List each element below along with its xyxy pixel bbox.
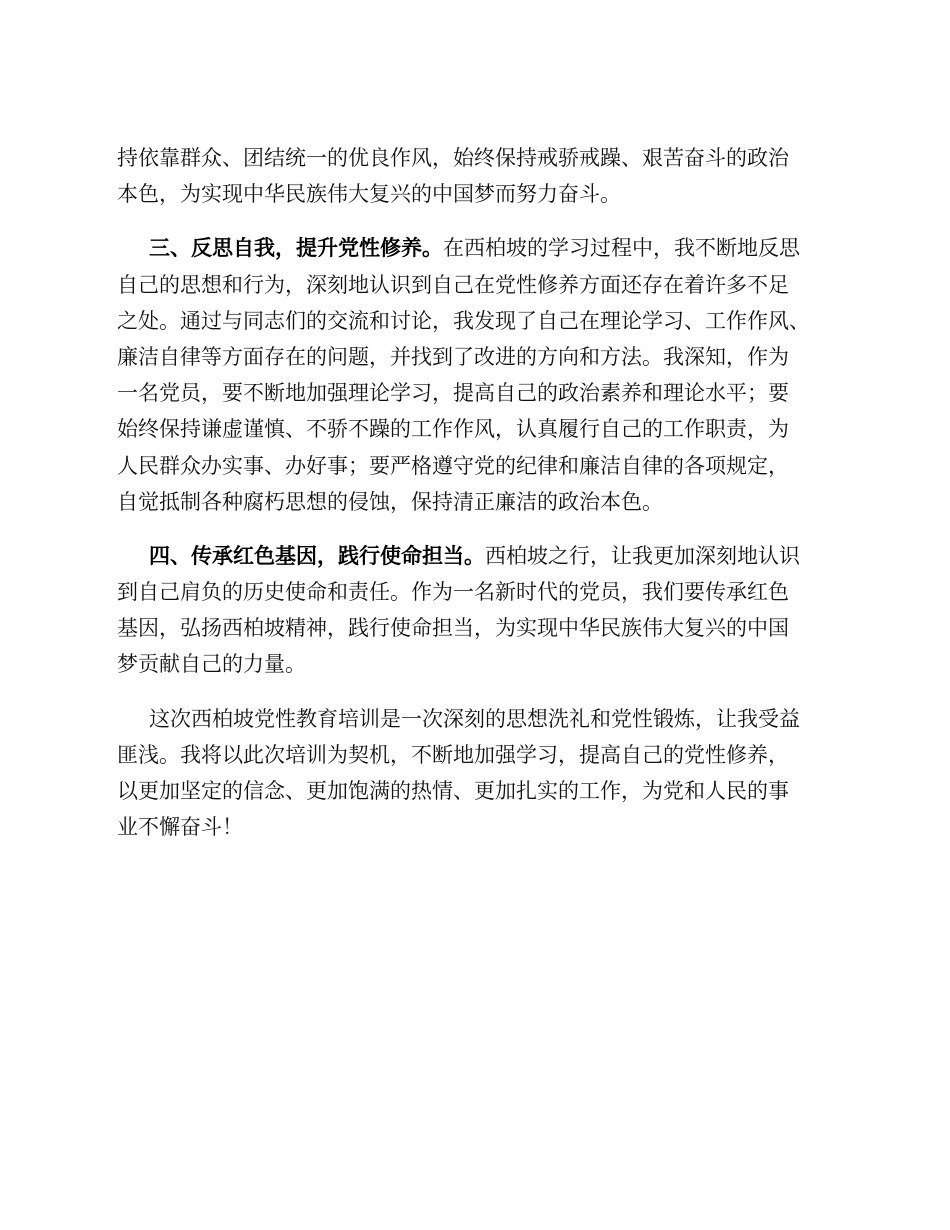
text-line — [117, 230, 833, 266]
text-line: 以更加坚定的信念、更加饱满的热情、更加扎实的工作，为党和人民的事 — [117, 779, 789, 803]
section-heading-four: 四、传承红色基因，践行使命担当。 — [149, 542, 485, 568]
text-line: 自己的思想和行为，深刻地认识到自己在党性修养方面还存在着许多不足 — [117, 272, 789, 297]
text-line: 自觉抵制各种腐朽思想的侵蚀，保持清正廉洁的政治本色。 — [117, 489, 663, 514]
text-line: 本色，为实现中华民族伟大复兴的中国梦而努力奋斗。 — [117, 182, 621, 207]
text-line: 人民群众办实事、办好事；要严格遵守党的纪律和廉洁自律的各项规定， — [117, 453, 789, 478]
text-line — [117, 538, 833, 574]
section-heading-three: 三、反思自我，提升党性修养。 — [149, 235, 443, 261]
text-line: 基因，弘扬西柏坡精神，践行使命担当，为实现中华民族伟大复兴的中国 — [117, 616, 789, 641]
text-line: 始终保持谦虚谨慎、不骄不躁的工作作风，认真履行自己的工作职责，为 — [117, 417, 789, 442]
paragraph-section-four — [117, 538, 833, 683]
text-line: 持依靠群众、团结统一的优良作风，始终保持戒骄戒躁、艰苦奋斗的政治 — [117, 146, 789, 170]
text-line: 到自己肩负的历史使命和责任。作为一名新时代的党员，我们要传承红色 — [117, 580, 789, 605]
paragraph-section-three — [117, 230, 833, 520]
paragraph-continuation — [117, 140, 833, 212]
text-line: 匪浅。我将以此次培训为契机，不断地加强学习，提高自己的党性修养， — [117, 742, 789, 767]
text-run: 在西柏坡的学习过程中，我不断地反思 — [443, 236, 800, 261]
paragraph-conclusion — [117, 701, 833, 846]
text-line: 梦贡献自己的力量。 — [117, 652, 306, 677]
text-line: 廉洁自律等方面存在的问题，并找到了改进的方向和方法。我深知，作为 — [117, 344, 789, 369]
text-line: 一名党员，要不断地加强理论学习，提高自己的政治素养和理论水平；要 — [117, 381, 789, 406]
text-line: 业不懈奋斗！ — [117, 815, 243, 840]
text-line: 之处。通过与同志们的交流和讨论，我发现了自己在理论学习、工作作风、 — [117, 308, 810, 333]
document-body — [117, 140, 833, 863]
text-line: 这次西柏坡党性教育培训是一次深刻的思想洗礼和党性锻炼，让我受益 — [149, 706, 800, 731]
text-run: 西柏坡之行，让我更加深刻地认识 — [485, 543, 800, 568]
